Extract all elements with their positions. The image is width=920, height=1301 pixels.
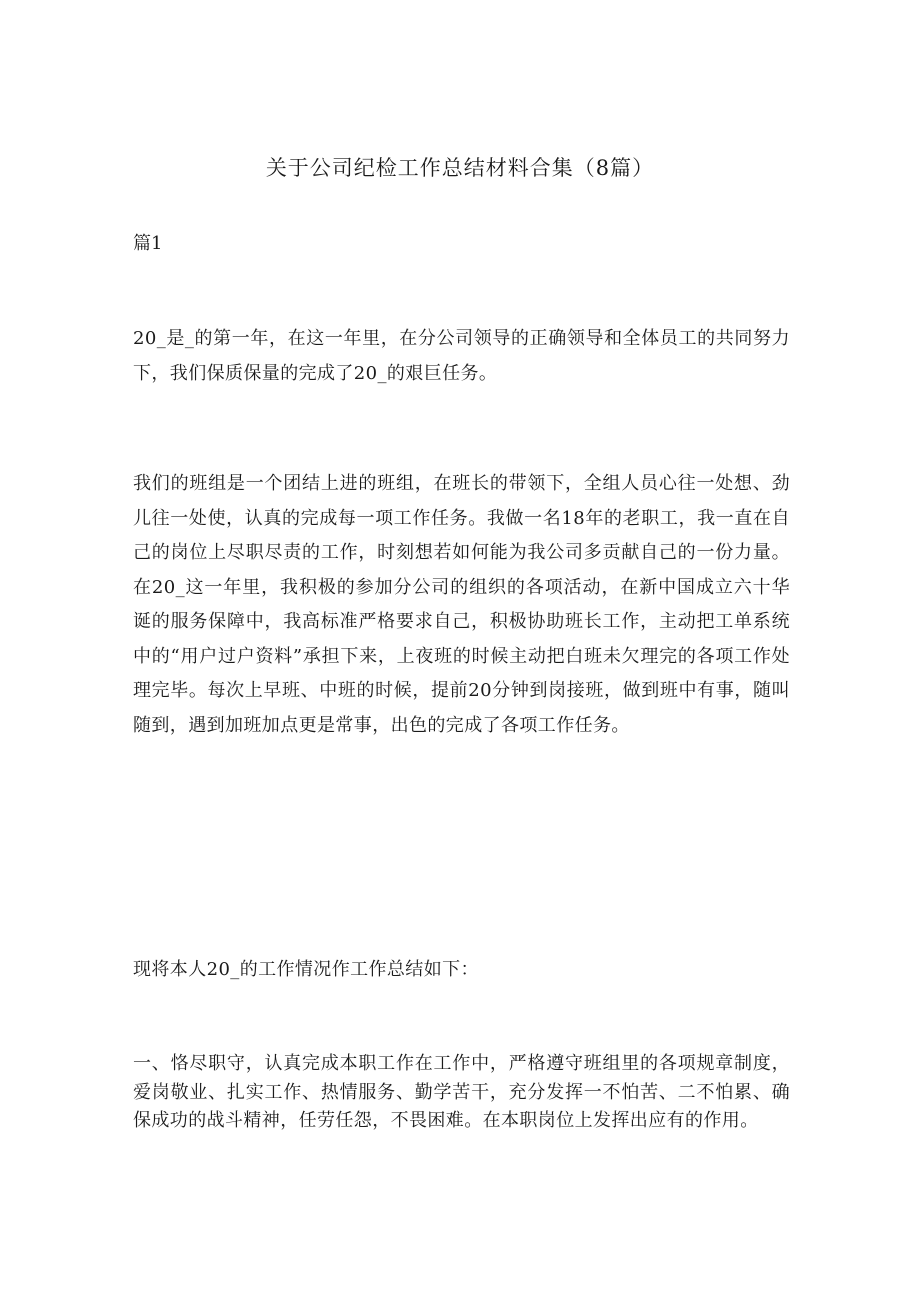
paragraph-3: 现将本人20_的工作情况作工作总结如下： <box>133 959 479 980</box>
paragraph-2: 我们的班组是一个团结上进的班组，在班长的带领下，全组人员心往一处想、劲儿往一处使，认真的完成每一项工作任务。我做一名18年的老职工，我一直在自己的岗位上尽职尽责的工作，时刻想若如何能为我公司多贡献自己的一份力量。在20_这一年里，我积极的参加分公司的组织的各项活动，在新中国成立六十华诞的服务保障中，我高标准严格要求自己，积极协助班长工作，主动把工单系统中的“用户过户资料”承担下来，上夜班的时候主动把白班未欠理完的各项工作处理完毕。每次上早班、中班的时候，提前20分钟到岗接班，做到班中有事，随叫随到，遇到加班加点更是常事，出色的完成了各项工作任务。 <box>133 473 790 736</box>
document-title: 关于公司纪检工作总结材料合集（8篇） <box>265 156 655 180</box>
paragraph-1: 20_是_的第一年，在这一年里，在分公司领导的正确领导和全体员工的共同努力下，我们保质保量的完成了20_的艰巨任务。 <box>133 328 790 384</box>
paragraph-4: 一、恪尽职守，认真完成本职工作在工作中，严格遵守班组里的各项规章制度，爱岗敬业、扎实工作、热情服务、勤学苦干，充分发挥一不怕苦、二不怕累、确保成功的战斗精神，任劳任怨，不畏困难。在本职岗位上发挥出应有的作用。 <box>133 1053 790 1131</box>
section-label: 篇1 <box>133 233 163 254</box>
